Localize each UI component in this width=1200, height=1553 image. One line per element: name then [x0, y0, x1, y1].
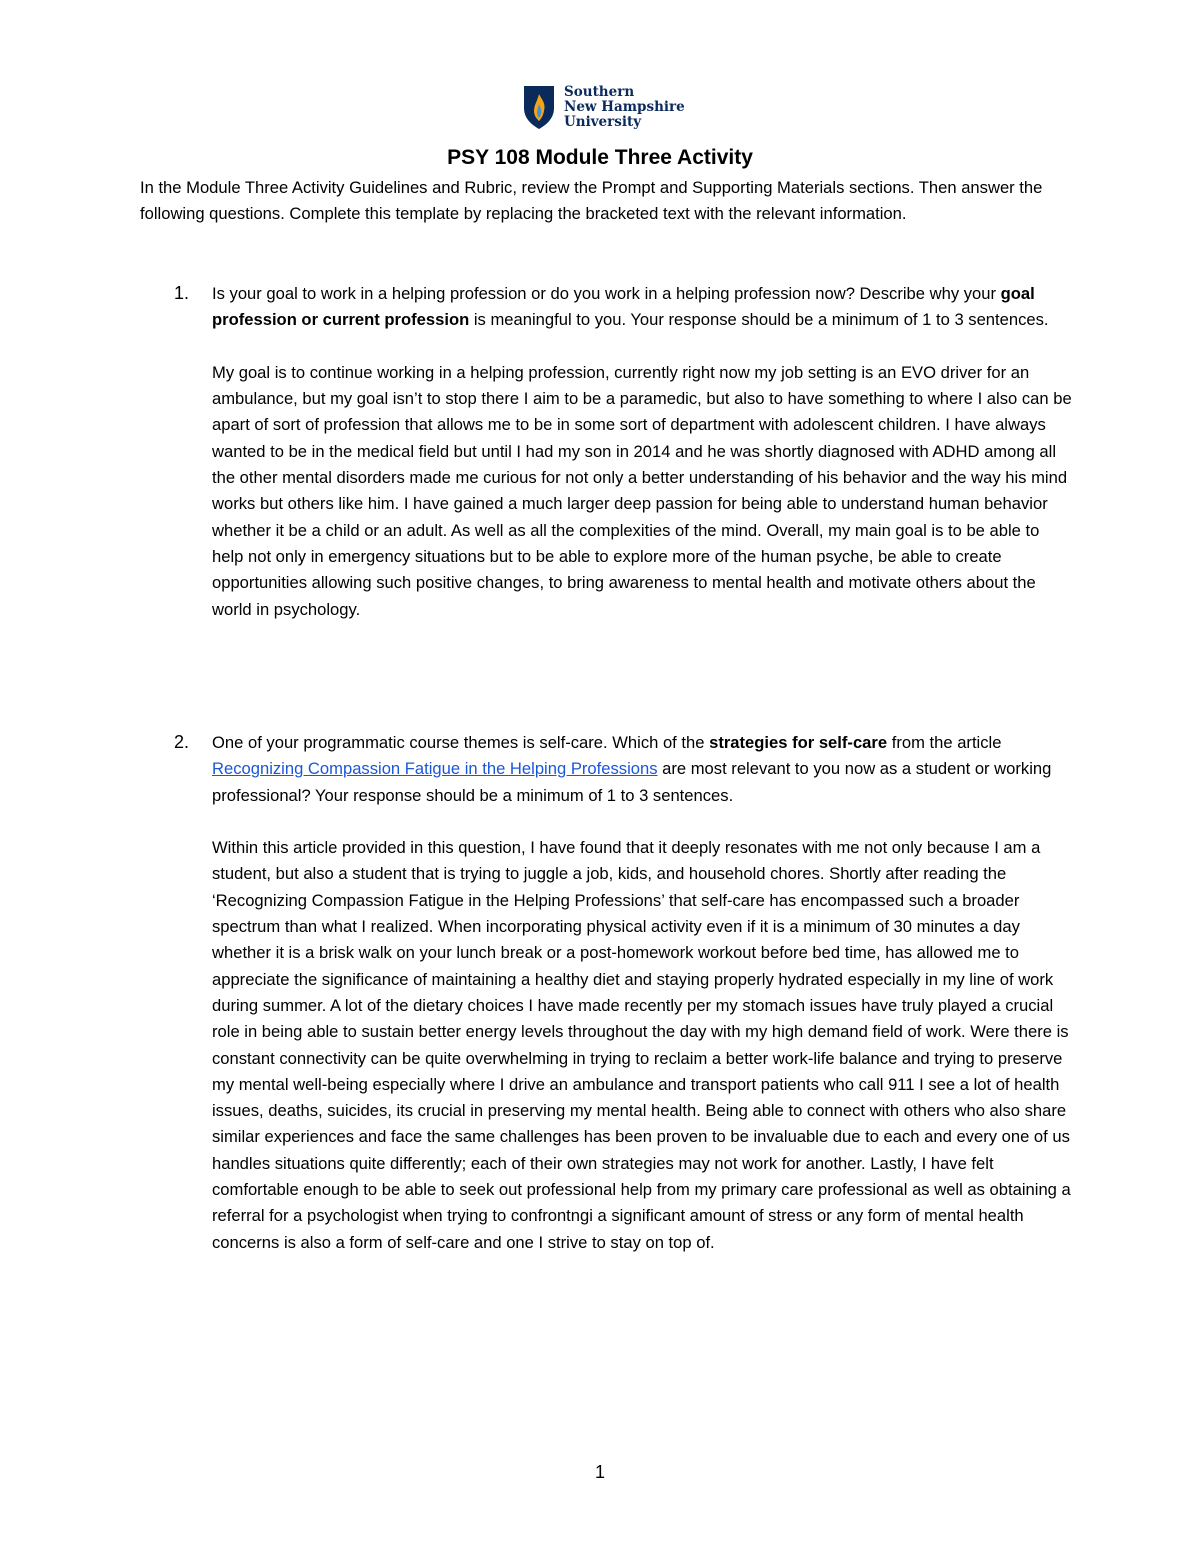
question-1-prompt-part1: Is your goal to work in a helping profession or do you work in a helping profession now? Describe why your [212, 284, 1001, 303]
shield-flame-icon [522, 84, 556, 130]
intro-paragraph: In the Module Three Activity Guidelines and Rubric, review the Prompt and Supporting Materials sections. Then answer the following questions. Complete this template by replacing the bracketed text with the relevant information. [140, 178, 1043, 224]
question-1-answer: My goal is to continue working in a helping profession, currently right now my job setting is an EVO driver for an ambulance, but my goal isn’t to stop there I aim to be a paramedic, but also to have something to where I also can be apart of sort of profession that allows me to be in some sort of department with adolescent children. I have always wanted to be in the medical field but until I had my son in 2014 and he was shortly diagnosed with ADHD among all the other mental disorders made me curious for not only a better understanding of his behavior and the way his mind works but others like him. I have gained a much larger deep passion for being able to understand human behavior whether it be a child or an adult. As well as all the complexities of the mind. Overall, my main goal is to be able to help not only in emergency situations but to be able to explore more of the human psyche, be able to create opportunities allowing such positive changes, to bring awareness to mental health and motivate others about the world in psychology. [212, 362, 1072, 619]
article-link[interactable]: Recognizing Compassion Fatigue in the Helping Professions [212, 759, 658, 779]
question-2-answer: Within this article provided in this question, I have found that it deeply resonates with me not only because I am a student, but also a student that is trying to juggle a job, kids, and household chores. Shortly after reading the ‘Recognizing Compassion Fatigue in the Helping Professions’ that self-care has encompassed such a broader spectrum than what I realized. When incorporating physical activity even if it is a minimum of 30 minutes a day whether it is a brisk walk on your lunch break or a post-homework workout before bed time, has allowed me to appreciate the significance of maintaining a healthy diet and staying properly hydrated especially in my line of work during summer. A lot of the dietary choices I have made recently per my stomach issues have truly played a crucial role in being able to sustain better energy levels throughout the day with my high demand field of work. Were there is constant connectivity can be quite overwhelming in trying to reclaim a better work-life balance and trying to preserve my mental well-being especially where I drive an ambulance and transport patients who call 911 I see a lot of health issues, deaths, suicides, its crucial in preserving my mental health. Being able to connect with others who also share similar experiences and face the same challenges has been proven to be invaluable due to each and every one of us handles situations quite differently; each of their own strategies may not work for another. Lastly, I have felt comfortable enough to be able to seek out professional help from my primary care professional as well as obtaining a referral for a psychologist when trying to confrontngi a significant amount of stress or any form of mental health concerns is also a form of self-care and one I strive to stay on top of. [212, 838, 1071, 1252]
university-logo [522, 84, 685, 130]
question-2 [212, 730, 1072, 1256]
question-2-prompt-part2: from the article [887, 733, 1002, 752]
question-1-prompt-bold: goal profession or current profession [212, 284, 1035, 330]
question-1-prompt [212, 281, 1072, 334]
question-2-prompt [212, 730, 1072, 809]
page-number: 1 [594, 1462, 605, 1482]
logo-line-1: Southern [564, 83, 635, 100]
document-title: PSY 108 Module Three Activity [447, 146, 753, 169]
question-2-prompt-part1: One of your programmatic course themes is self-care. Which of the [212, 733, 710, 752]
question-1 [212, 281, 1072, 623]
question-2-prompt-part3: are most relevant to you now as a student or working professional? Your response should be a minimum of 1 to 3 sentences. [212, 759, 1052, 805]
question-2-prompt-bold: strategies for self-care [709, 733, 888, 752]
question-2-number: 2. [174, 732, 190, 752]
logo-line-3: University [564, 113, 642, 130]
logo-wordmark [564, 85, 685, 130]
logo-line-2: New Hampshire [564, 98, 685, 115]
question-1-prompt-part2: is meaningful to you. Your response should be a minimum of 1 to 3 sentences. [469, 310, 1049, 330]
question-1-number: 1. [174, 283, 190, 303]
